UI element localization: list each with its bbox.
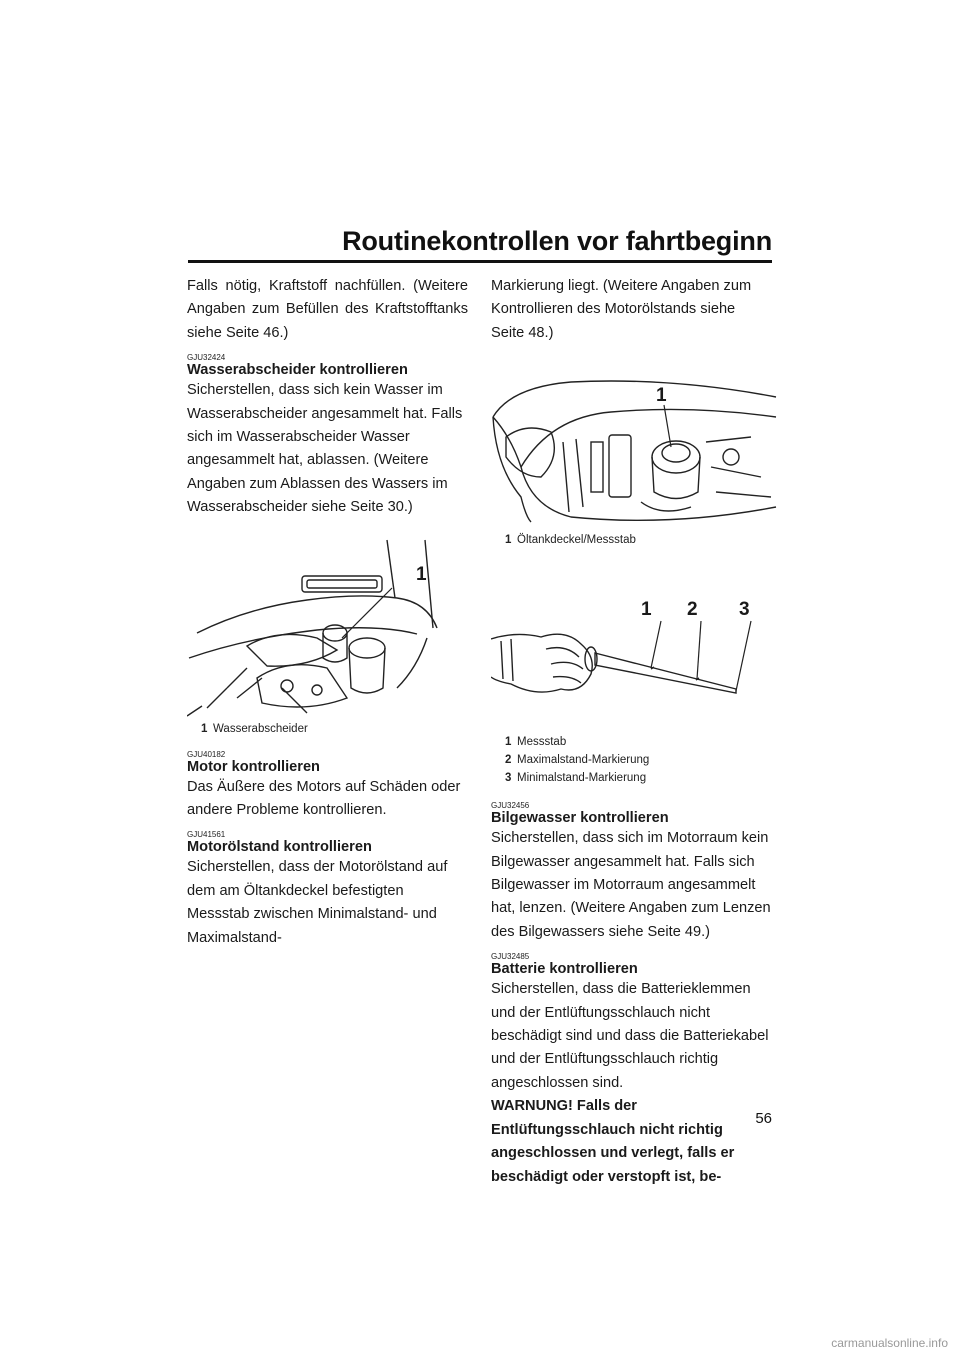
oil-level-continuation: Markierung liegt. (Weitere Angaben zum Kontrollieren des Motorölstands siehe Seite 48.) [491, 278, 752, 341]
caption-text: Maximalstand-Markierung [517, 754, 650, 767]
intro-paragraph: Falls nötig, Kraftstoff nachfüllen. (Weitere Angaben zum Befüllen des Kraftstofftanks siehe Seite 46.) [187, 278, 468, 341]
section-code: GJU32424 [187, 353, 226, 363]
battery-warning: WARNUNG! Falls der Entlüftungsschlauch nicht richtig angeschlossen und verlegt, falls er beschädigt oder verstopft ist, be- [491, 1098, 735, 1185]
section-heading-oil-level: Motorölstand kontrollieren [187, 839, 372, 856]
section-code: GJU32485 [491, 952, 530, 962]
figure-caption [505, 531, 772, 549]
section-code: GJU41561 [187, 830, 226, 840]
caption-number: 1 [505, 736, 512, 749]
dipstick-illustration [491, 609, 771, 719]
figure-callout-2: 2 [687, 599, 698, 621]
caption-number: 3 [505, 772, 512, 785]
figure-captions [505, 733, 772, 787]
oil-level-text: Sicherstellen, dass der Motorölstand auf dem am Öltankdeckel befestigten Messstab zwischen Minimalstand- und Maximalstand- [187, 859, 448, 946]
oil-cap-illustration [491, 357, 781, 527]
section-code: GJU40182 [187, 749, 226, 759]
caption-number: 1 [505, 534, 512, 547]
figure-dipstick [491, 599, 772, 787]
section-heading-bilge: Bilgewasser kontrollieren [491, 810, 669, 827]
section-heading-water-separator: Wasserabscheider kontrollieren [187, 362, 408, 379]
section-heading-battery: Batterie kontrollieren [491, 961, 638, 978]
right-column [491, 275, 772, 1189]
caption-text: Öltankdeckel/Messstab [517, 534, 636, 547]
footer-watermark: carmanualsonline.info [831, 1336, 948, 1350]
figure-water-separator [187, 538, 468, 738]
figure-caption [201, 720, 468, 738]
caption-text: Minimalstand-Markierung [517, 772, 647, 785]
caption-number: 1 [201, 722, 208, 735]
section-code: GJU32456 [491, 801, 530, 811]
figure-caption [505, 769, 772, 787]
header-rule [188, 260, 772, 263]
figure-callout-3: 3 [739, 599, 750, 621]
caption-text: Messstab [517, 736, 567, 749]
engine-text: Das Äußere des Motors auf Schäden oder andere Probleme kontrollieren. [187, 778, 461, 819]
battery-text: Sicherstellen, dass die Batterieklemmen und der Entlüftungsschlauch nicht beschädigt sind und dass die Batteriekabel und der Entlüftungsschlauch richtig angeschlossen sind. [491, 981, 769, 1091]
water-separator-text: Sicherstellen, dass sich kein Wasser im Wasserabscheider angesammelt hat. Falls sich im Wasserabscheider Wasser angesammelt hat, ablassen. (Weitere Angaben zum Ablassen des Wassers im Wasserabscheider siehe Seite 30.) [187, 382, 463, 516]
figure-callout-1: 1 [416, 563, 427, 585]
page-number: 56 [755, 1110, 772, 1127]
figure-callout-1: 1 [641, 599, 652, 621]
left-column [187, 275, 468, 950]
bilge-text: Sicherstellen, dass sich im Motorraum kein Bilgewasser angesammelt hat. Falls sich Bilgewasser im Motorraum angesammelt hat, lenzen. (Weitere Angaben zum Lenzen des Bilgewassers siehe Seite 49.) [491, 830, 771, 940]
figure-oil-cap [491, 357, 772, 549]
page-title: Routinekontrollen vor fahrtbeginn [342, 226, 772, 256]
caption-number: 2 [505, 754, 512, 767]
caption-text: Wasserabscheider [213, 722, 308, 735]
water-separator-illustration [187, 538, 447, 718]
section-heading-engine: Motor kontrollieren [187, 758, 320, 775]
figure-caption [505, 751, 772, 769]
figure-callout-1: 1 [656, 385, 667, 407]
figure-caption [505, 733, 772, 751]
